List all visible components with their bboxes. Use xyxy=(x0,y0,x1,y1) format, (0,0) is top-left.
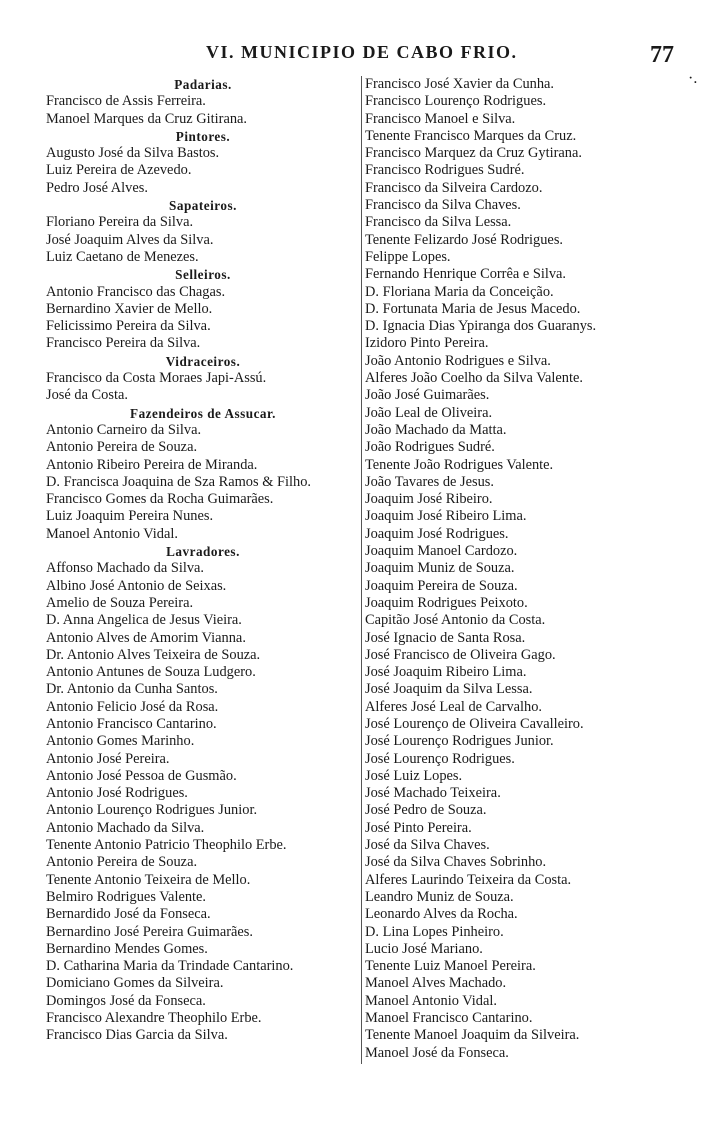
name-entry: D. Anna Angelica de Jesus Vieira. xyxy=(46,612,242,629)
name-entry: Tenente Antonio Patricio Theophilo Erbe. xyxy=(46,837,287,854)
name-entry: Manoel Marques da Cruz Gitirana. xyxy=(46,110,248,127)
name-entry: Affonso Machado da Silva. xyxy=(46,560,205,577)
name-entry: José Pinto Pereira. xyxy=(365,819,472,836)
name-entry: José Joaquim Alves da Silva. xyxy=(46,231,214,248)
name-entry: Francisco Manoel e Silva. xyxy=(365,110,516,127)
name-entry: Antonio Ribeiro Pereira de Miranda. xyxy=(46,456,258,473)
name-entry: Alferes José Leal de Carvalho. xyxy=(365,698,543,715)
section-heading: Lavradores. xyxy=(166,544,240,560)
name-entry: Felippe Lopes. xyxy=(365,248,451,265)
name-entry: João Rodrigues Sudré. xyxy=(365,439,495,456)
name-entry: Alferes João Coelho da Silva Valente. xyxy=(365,370,583,387)
name-entry: Francisco Dias Garcia da Silva. xyxy=(46,1027,228,1044)
name-entry: Manoel Alves Machado. xyxy=(365,975,507,992)
name-entry: Antonio José Rodrigues. xyxy=(46,785,188,802)
name-entry: Antonio Antunes de Souza Ludgero. xyxy=(46,664,256,681)
name-entry: Antonio Carneiro da Silva. xyxy=(46,421,202,438)
left-column xyxy=(46,76,360,1045)
name-entry: D. Ignacia Dias Ypiranga dos Guaranys. xyxy=(365,318,597,335)
name-entry: José Lourenço de Oliveira Cavalleiro. xyxy=(365,715,584,732)
name-entry: José Lourenço Rodrigues. xyxy=(365,750,515,767)
name-entry: Francisco de Assis Ferreira. xyxy=(46,93,206,110)
name-entry: Tenente Francisco Marques da Cruz. xyxy=(365,127,577,144)
name-entry: Francisco Rodrigues Sudré. xyxy=(365,162,525,179)
name-entry: Domiciano Gomes da Silveira. xyxy=(46,975,224,992)
right-column xyxy=(361,76,685,1064)
name-entry: Francisco Alexandre Theophilo Erbe. xyxy=(46,1010,262,1027)
name-entry: Luiz Caetano de Menezes. xyxy=(46,248,199,265)
name-entry: Bernardino Xavier de Mello. xyxy=(46,300,213,317)
name-entry: Antonio Gomes Marinho. xyxy=(46,733,195,750)
name-entry: Felicissimo Pereira da Silva. xyxy=(46,318,211,335)
name-entry: Domingos José da Fonseca. xyxy=(46,992,206,1009)
name-entry: Joaquim Muniz de Souza. xyxy=(365,560,515,577)
name-entry: Leonardo Alves da Rocha. xyxy=(365,906,518,923)
name-entry: Luiz Pereira de Azevedo. xyxy=(46,162,192,179)
name-entry: Tenente Manoel Joaquim da Silveira. xyxy=(365,1027,580,1044)
name-entry: José da Costa. xyxy=(46,387,128,404)
name-entry: Manoel José da Fonseca. xyxy=(365,1044,509,1061)
name-entry: Belmiro Rodrigues Valente. xyxy=(46,888,207,905)
name-entry: Manoel Francisco Cantarino. xyxy=(365,1010,533,1027)
name-entry: Francisco da Silveira Cardozo. xyxy=(365,179,543,196)
section-heading: Sapateiros. xyxy=(169,198,237,214)
name-entry: Tenente Felizardo José Rodrigues. xyxy=(365,231,564,248)
section-heading: Fazendeiros de Assucar. xyxy=(130,405,276,421)
print-specks: ·. xyxy=(688,70,698,87)
name-entry: Antonio José Pessoa de Gusmão. xyxy=(46,767,237,784)
name-entry: Francisco da Costa Moraes Japi-Assú. xyxy=(46,370,267,387)
name-entry: Joaquim José Rodrigues. xyxy=(365,525,509,542)
name-entry: D. Lina Lopes Pinheiro. xyxy=(365,923,504,940)
name-entry: Manoel Antonio Vidal. xyxy=(365,992,497,1009)
name-entry: Antonio Pereira de Souza. xyxy=(46,854,198,871)
name-entry: Dr. Antonio da Cunha Santos. xyxy=(46,681,218,698)
page-number: 77 xyxy=(650,42,674,68)
name-entry: João Leal de Oliveira. xyxy=(365,404,493,421)
name-entry: Francisco Lourenço Rodrigues. xyxy=(365,93,547,110)
name-entry: João Machado da Matta. xyxy=(365,421,507,438)
name-entry: Manoel Antonio Vidal. xyxy=(46,525,178,542)
name-entry: Fernando Henrique Corrêa e Silva. xyxy=(365,266,567,283)
name-entry: Albino José Antonio de Seixas. xyxy=(46,577,227,594)
name-entry: Bernardino Mendes Gomes. xyxy=(46,940,208,957)
section-heading: Vidraceiros. xyxy=(165,353,241,369)
name-entry: Capitão José Antonio da Costa. xyxy=(365,612,546,629)
name-entry: Francisco Marquez da Cruz Gytirana. xyxy=(365,145,582,162)
name-entry: Antonio Francisco Cantarino. xyxy=(46,715,217,732)
name-entry: Francisco da Silva Chaves. xyxy=(365,197,521,214)
name-entry: Amelio de Souza Pereira. xyxy=(46,594,194,611)
name-entry: Joaquim Manoel Cardozo. xyxy=(365,543,518,560)
name-entry: José Francisco de Oliveira Gago. xyxy=(365,646,556,663)
name-entry: Tenente Luiz Manoel Pereira. xyxy=(365,958,536,975)
name-entry: José Machado Teixeira. xyxy=(365,785,501,802)
name-entry: Lucio José Mariano. xyxy=(365,940,483,957)
name-entry: Leandro Muniz de Souza. xyxy=(365,888,514,905)
name-entry: Pedro José Alves. xyxy=(46,179,148,196)
name-entry: José Luiz Lopes. xyxy=(365,767,463,784)
section-heading: Padarias. xyxy=(174,77,232,92)
name-entry: Bernardino José Pereira Guimarães. xyxy=(46,923,253,940)
running-title: VI. MUNICIPIO DE CABO FRIO. xyxy=(206,42,518,62)
name-entry: Luiz Joaquim Pereira Nunes. xyxy=(46,508,214,525)
name-entry: Dr. Antonio Alves Teixeira de Souza. xyxy=(46,646,261,663)
name-entry: João José Guimarães. xyxy=(365,387,490,404)
name-entry: José Ignacio de Santa Rosa. xyxy=(365,629,526,646)
name-entry: D. Floriana Maria da Conceição. xyxy=(365,283,554,300)
name-entry: Antonio José Pereira. xyxy=(46,750,170,767)
name-entry: Antonio Lourenço Rodrigues Junior. xyxy=(46,802,258,819)
name-entry: Floriano Pereira da Silva. xyxy=(46,214,194,231)
name-entry: Bernardido José da Fonseca. xyxy=(46,906,211,923)
name-entry: Francisco Pereira da Silva. xyxy=(46,335,201,352)
name-entry: Antonio Felicio José da Rosa. xyxy=(46,698,219,715)
name-entry: Antonio Francisco das Chagas. xyxy=(46,283,226,300)
name-entry: Tenente Antonio Teixeira de Mello. xyxy=(46,871,251,888)
name-entry: José Lourenço Rodrigues Junior. xyxy=(365,733,554,750)
name-entry: D. Fortunata Maria de Jesus Macedo. xyxy=(365,300,581,317)
name-entry: Francisco José Xavier da Cunha. xyxy=(365,76,555,92)
name-entry: Joaquim José Ribeiro Lima. xyxy=(365,508,527,525)
name-entry: José Joaquim Ribeiro Lima. xyxy=(365,664,527,681)
name-entry: Antonio Alves de Amorim Vianna. xyxy=(46,629,246,646)
name-entry: Antonio Pereira de Souza. xyxy=(46,439,198,456)
name-entry: Joaquim Pereira de Souza. xyxy=(365,577,518,594)
name-entry: Alferes Laurindo Teixeira da Costa. xyxy=(365,871,572,888)
name-entry: Francisco Gomes da Rocha Guimarães. xyxy=(46,491,274,508)
name-entry: D. Catharina Maria da Trindade Cantarino. xyxy=(46,958,294,975)
name-entry: Tenente João Rodrigues Valente. xyxy=(365,456,554,473)
name-entry: D. Francisca Joaquina de Sza Ramos & Filho. xyxy=(46,473,311,490)
name-entry: Augusto José da Silva Bastos. xyxy=(46,145,220,162)
name-entry: Francisco da Silva Lessa. xyxy=(365,214,512,231)
name-entry: Joaquim José Ribeiro. xyxy=(365,491,493,508)
name-entry: José Pedro de Souza. xyxy=(365,802,487,819)
name-entry: Antonio Machado da Silva. xyxy=(46,819,205,836)
section-heading: Pintores. xyxy=(175,128,231,144)
section-heading: Selleiros. xyxy=(175,267,231,283)
name-entry: Izidoro Pinto Pereira. xyxy=(365,335,489,352)
name-entry: João Antonio Rodrigues e Silva. xyxy=(365,352,551,369)
name-entry: João Tavares de Jesus. xyxy=(365,473,495,490)
name-entry: José da Silva Chaves Sobrinho. xyxy=(365,854,547,871)
name-entry: Joaquim Rodrigues Peixoto. xyxy=(365,594,528,611)
name-entry: José da Silva Chaves. xyxy=(365,837,490,854)
name-entry: José Joaquim da Silva Lessa. xyxy=(365,681,533,698)
